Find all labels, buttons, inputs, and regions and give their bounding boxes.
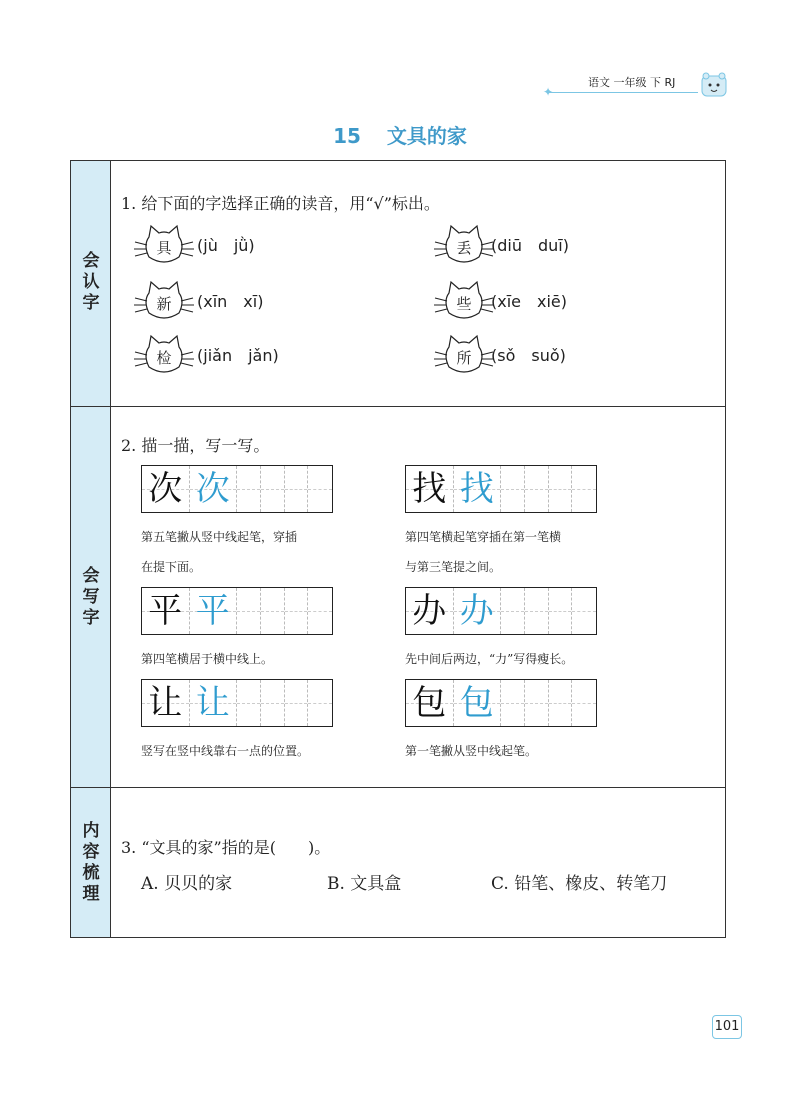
page-number: 101: [712, 1015, 742, 1039]
writing-grid[interactable]: [141, 679, 333, 727]
section-label-summary: [71, 821, 111, 905]
write-cell[interactable]: [237, 680, 261, 726]
label-text: 会认字: [82, 251, 100, 313]
cat-char-box: [131, 223, 201, 271]
write-cell[interactable]: [308, 588, 332, 634]
trace-cell-print: [142, 588, 190, 634]
write-cell[interactable]: [261, 680, 285, 726]
writing-grid[interactable]: [141, 465, 333, 513]
pinyin-options[interactable]: (jiǎn jǎn): [197, 346, 279, 365]
trace-char: 办: [459, 591, 494, 631]
cat-char: 所: [456, 349, 472, 367]
lesson-number: 15: [333, 124, 361, 148]
q2-prompt: 2. 描一描，写一写。: [121, 436, 270, 455]
trace-cell-guide[interactable]: [454, 680, 502, 726]
writing-grid[interactable]: [405, 465, 597, 513]
trace-cell-guide[interactable]: [190, 588, 238, 634]
cat-char: 些: [456, 295, 472, 313]
trace-cell-guide[interactable]: [454, 588, 502, 634]
cat-char-box: [131, 279, 201, 327]
writing-tip: 先中间后两边，“力”写得瘦长。: [405, 652, 574, 666]
option-c[interactable]: C. 铅笔、橡皮、转笔刀: [491, 874, 668, 894]
writing-tip: 第四笔横居于横中线上。: [141, 652, 274, 666]
write-cell[interactable]: [285, 680, 309, 726]
model-char: 平: [148, 591, 183, 631]
write-cell[interactable]: [549, 588, 573, 634]
write-cell[interactable]: [549, 680, 573, 726]
option-a[interactable]: A. 贝贝的家: [141, 874, 233, 894]
trace-cell-guide[interactable]: [190, 466, 238, 512]
writing-grid[interactable]: [405, 679, 597, 727]
worksheet-box: [70, 160, 726, 938]
model-char: 让: [148, 683, 183, 723]
trace-cell-print: [142, 680, 190, 726]
model-char: 办: [412, 591, 447, 631]
trace-char: 包: [459, 683, 494, 723]
write-cell[interactable]: [572, 466, 596, 512]
trace-char: 让: [195, 683, 230, 723]
model-char: 包: [412, 683, 447, 723]
trace-cell-guide[interactable]: [190, 680, 238, 726]
write-cell[interactable]: [308, 466, 332, 512]
write-cell[interactable]: [525, 680, 549, 726]
writing-grid[interactable]: [405, 587, 597, 635]
write-cell[interactable]: [261, 588, 285, 634]
option-b[interactable]: B. 文具盒: [327, 874, 402, 894]
header-text: 语文 一年级 下 RJ: [588, 76, 676, 89]
trace-char: 次: [195, 469, 230, 509]
pinyin-options[interactable]: (sǒ suǒ): [491, 346, 566, 365]
cat-char: 丢: [456, 239, 472, 257]
writing-tip: 竖写在竖中线靠右一点的位置。: [141, 744, 310, 758]
lesson-name: 文具的家: [386, 124, 467, 148]
trace-cell-print: [406, 680, 454, 726]
write-cell[interactable]: [237, 466, 261, 512]
header-rule: [548, 92, 698, 93]
writing-tip: 第五笔撇从竖中线起笔，穿插: [141, 530, 298, 544]
model-char: 找: [412, 469, 447, 509]
arrow-icon: ✦: [543, 85, 554, 99]
trace-cell-print: [142, 466, 190, 512]
section-label-write: [71, 566, 111, 629]
mascot-icon: [700, 72, 728, 98]
pinyin-options[interactable]: (jù jǜ): [197, 236, 255, 255]
writing-tip: 第一笔撇从竖中线起笔。: [405, 744, 538, 758]
trace-char: 找: [459, 469, 494, 509]
write-cell[interactable]: [237, 588, 261, 634]
model-char: 次: [148, 469, 183, 509]
pinyin-options[interactable]: (diū duī): [491, 236, 569, 255]
lesson-title: [0, 120, 800, 149]
write-cell[interactable]: [261, 466, 285, 512]
cat-char: 检: [156, 349, 172, 367]
q1-prompt: 1. 给下面的字选择正确的读音，用“√”标出。: [121, 194, 440, 213]
writing-grid[interactable]: [141, 587, 333, 635]
write-cell[interactable]: [572, 588, 596, 634]
trace-cell-print: [406, 588, 454, 634]
writing-tip: 第四笔横起笔穿插在第一笔横: [405, 530, 562, 544]
label-text: 会写字: [82, 566, 100, 628]
write-cell[interactable]: [308, 680, 332, 726]
write-cell[interactable]: [285, 588, 309, 634]
pinyin-options[interactable]: (xīn xī): [197, 292, 264, 311]
writing-tip: 在提下面。: [141, 560, 202, 574]
write-cell[interactable]: [525, 466, 549, 512]
cat-char: 具: [156, 239, 172, 257]
write-cell[interactable]: [501, 466, 525, 512]
trace-cell-guide[interactable]: [454, 466, 502, 512]
write-cell[interactable]: [525, 588, 549, 634]
trace-char: 平: [195, 591, 230, 631]
section-divider: [71, 406, 725, 407]
section-label-recognize: [71, 251, 111, 314]
write-cell[interactable]: [501, 680, 525, 726]
write-cell[interactable]: [549, 466, 573, 512]
cat-char-box: [131, 333, 201, 381]
write-cell[interactable]: [285, 466, 309, 512]
pinyin-options[interactable]: (xīe xiē): [491, 292, 568, 311]
cat-char: 新: [156, 295, 172, 313]
writing-tip: 与第三笔提之间。: [405, 560, 502, 574]
write-cell[interactable]: [572, 680, 596, 726]
section-divider: [71, 787, 725, 788]
write-cell[interactable]: [501, 588, 525, 634]
label-text: 内容梳理: [82, 821, 100, 904]
q3-prompt: 3. “文具的家”指的是( )。: [121, 838, 331, 857]
trace-cell-print: [406, 466, 454, 512]
